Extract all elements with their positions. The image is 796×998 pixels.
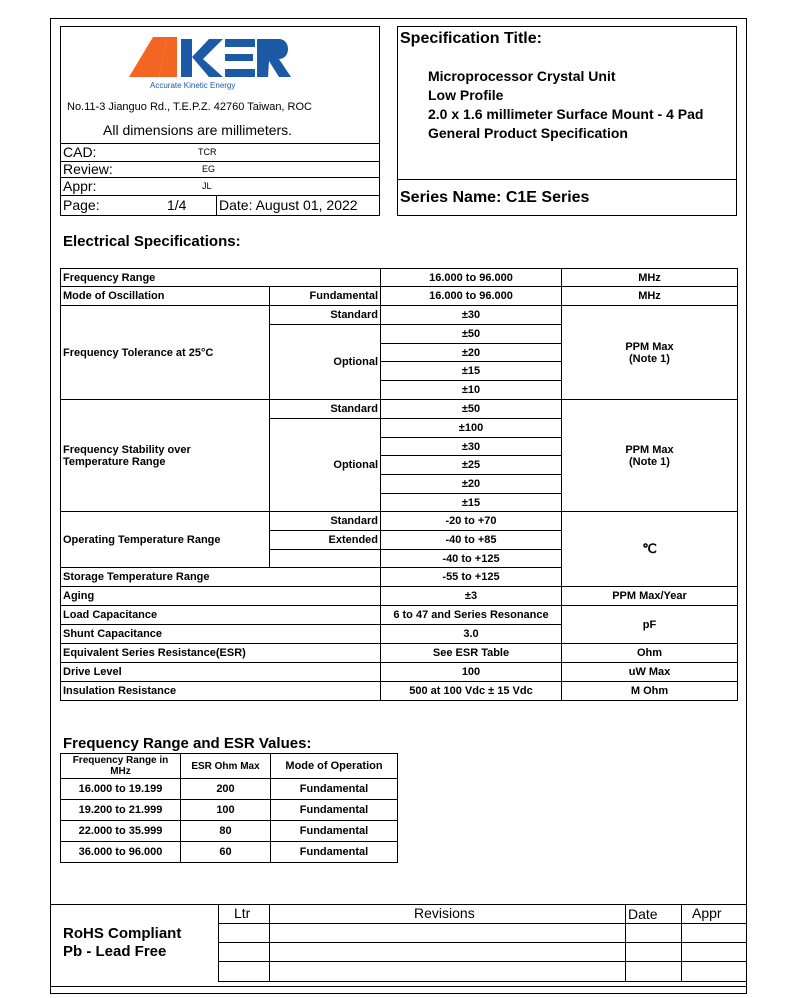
lead-free: Pb - Lead Free bbox=[63, 943, 167, 960]
op-temp-standard: Standard bbox=[270, 512, 381, 531]
review-value: EG bbox=[202, 164, 216, 174]
esr-heading: Frequency Range and ESR Values: bbox=[63, 735, 312, 752]
table-row bbox=[61, 587, 738, 606]
stability-label: Frequency Stability over Temperature Range bbox=[61, 400, 270, 512]
tolerance-unit: PPM Max (Note 1) bbox=[562, 306, 738, 400]
table-row bbox=[61, 269, 738, 287]
mode-value: 16.000 to 96.000 bbox=[381, 287, 562, 306]
op-temp-extended: Extended bbox=[270, 531, 381, 550]
tolerance-value: ±20 bbox=[381, 344, 562, 362]
esr-cell: 80 bbox=[181, 821, 271, 842]
electrical-spec-table bbox=[60, 268, 738, 701]
freq-range-value: 16.000 to 96.000 bbox=[381, 269, 562, 287]
dimensions-note: All dimensions are millimeters. bbox=[103, 122, 293, 138]
drive-unit: uW Max bbox=[562, 663, 738, 682]
page-label: Page: bbox=[63, 197, 100, 213]
esr-header-freq: Frequency Range in MHz bbox=[61, 754, 181, 779]
stability-value: ±100 bbox=[381, 419, 562, 438]
capacitance-unit: pF bbox=[562, 606, 738, 644]
table-row bbox=[61, 287, 738, 306]
op-temp-value: -20 to +70 bbox=[381, 512, 562, 531]
footer-top-line bbox=[50, 904, 747, 905]
storage-label: Storage Temperature Range bbox=[61, 568, 381, 587]
drive-label: Drive Level bbox=[61, 663, 381, 682]
page-frame-top bbox=[50, 18, 747, 19]
spec-title-label: Specification Title: bbox=[400, 30, 542, 47]
stability-value: ±25 bbox=[381, 456, 562, 475]
mode-label: Mode of Oscillation bbox=[61, 287, 270, 306]
esr-cell: Fundamental bbox=[271, 800, 398, 821]
tolerance-value: ±10 bbox=[381, 381, 562, 400]
table-row bbox=[61, 400, 738, 419]
op-temp-label: Operating Temperature Range bbox=[61, 512, 270, 568]
esr-cell: 22.000 to 35.999 bbox=[61, 821, 181, 842]
esr-header-esr: ESR Ohm Max bbox=[181, 754, 271, 779]
op-temp-value: -40 to +125 bbox=[381, 550, 562, 568]
insulation-label: Insulation Resistance bbox=[61, 682, 381, 701]
load-cap-label: Load Capacitance bbox=[61, 606, 381, 625]
aging-value: ±3 bbox=[381, 587, 562, 606]
appr-label: Appr: bbox=[63, 178, 97, 194]
company-tagline: Accurate Kinetic Energy bbox=[150, 81, 236, 90]
tolerance-label: Frequency Tolerance at 25°C bbox=[61, 306, 270, 400]
tolerance-value: ±30 bbox=[381, 306, 562, 325]
table-row bbox=[61, 842, 398, 863]
esr-cell: 36.000 to 96.000 bbox=[61, 842, 181, 863]
tolerance-standard: Standard bbox=[270, 306, 381, 325]
insulation-value: 500 at 100 Vdc ± 15 Vdc bbox=[381, 682, 562, 701]
table-row bbox=[61, 682, 738, 701]
aging-unit: PPM Max/Year bbox=[562, 587, 738, 606]
company-address: No.11-3 Jianguo Rd., T.E.P.Z. 42760 Taiwan, ROC bbox=[67, 101, 312, 113]
esr-cell: 200 bbox=[181, 779, 271, 800]
load-cap-value: 6 to 47 and Series Resonance bbox=[381, 606, 562, 625]
table-row bbox=[61, 800, 398, 821]
tolerance-value: ±50 bbox=[381, 325, 562, 344]
freq-range-unit: MHz bbox=[562, 269, 738, 287]
revision-appr-header: Appr bbox=[692, 905, 722, 921]
page-frame-left bbox=[50, 18, 51, 994]
document-date: Date: August 01, 2022 bbox=[219, 197, 358, 213]
spec-line-2: Low Profile bbox=[428, 87, 504, 103]
insulation-unit: M Ohm bbox=[562, 682, 738, 701]
table-row bbox=[61, 644, 738, 663]
revision-revisions-header: Revisions bbox=[414, 905, 475, 921]
revision-date-header: Date bbox=[628, 906, 658, 922]
drive-value: 100 bbox=[381, 663, 562, 682]
table-header-row bbox=[61, 754, 398, 779]
stability-optional: Optional bbox=[270, 419, 381, 512]
esr-value: See ESR Table bbox=[381, 644, 562, 663]
aging-label: Aging bbox=[61, 587, 381, 606]
rohs-compliant: RoHS Compliant bbox=[63, 925, 182, 942]
mode-unit: MHz bbox=[562, 287, 738, 306]
spec-line-3: 2.0 x 1.6 millimeter Surface Mount - 4 Pad bbox=[428, 106, 704, 122]
table-row bbox=[61, 306, 738, 325]
page-frame-bottom bbox=[50, 986, 747, 987]
stability-value: ±50 bbox=[381, 400, 562, 419]
page-value: 1/4 bbox=[167, 197, 187, 213]
shunt-cap-value: 3.0 bbox=[381, 625, 562, 644]
revision-ltr-header: Ltr bbox=[234, 905, 251, 921]
freq-range-label: Frequency Range bbox=[61, 269, 381, 287]
esr-cell: Fundamental bbox=[271, 779, 398, 800]
spec-title-box bbox=[397, 26, 737, 216]
stability-value: ±30 bbox=[381, 438, 562, 456]
aker-logo bbox=[129, 35, 291, 79]
cad-value: TCR bbox=[198, 147, 217, 157]
stability-value: ±20 bbox=[381, 475, 562, 494]
esr-cell: 19.200 to 21.999 bbox=[61, 800, 181, 821]
stability-standard: Standard bbox=[270, 400, 381, 419]
table-row bbox=[61, 779, 398, 800]
storage-value: -55 to +125 bbox=[381, 568, 562, 587]
esr-header-mode: Mode of Operation bbox=[271, 754, 398, 779]
esr-table bbox=[60, 753, 398, 863]
spec-line-1: Microprocessor Crystal Unit bbox=[428, 68, 616, 84]
temperature-unit: ℃ bbox=[562, 512, 738, 587]
table-row bbox=[61, 663, 738, 682]
spec-line-4: General Product Specification bbox=[428, 125, 628, 141]
page-frame-right bbox=[746, 18, 747, 994]
mode-sub: Fundamental bbox=[270, 287, 381, 306]
stability-unit: PPM Max (Note 1) bbox=[562, 400, 738, 512]
op-temp-value: -40 to +85 bbox=[381, 531, 562, 550]
company-box bbox=[60, 26, 380, 216]
stability-value: ±15 bbox=[381, 494, 562, 512]
table-row bbox=[61, 512, 738, 531]
shunt-cap-label: Shunt Capacitance bbox=[61, 625, 381, 644]
esr-unit: Ohm bbox=[562, 644, 738, 663]
esr-cell: Fundamental bbox=[271, 842, 398, 863]
op-temp-blank bbox=[270, 550, 381, 568]
appr-value: JL bbox=[202, 181, 212, 191]
esr-cell: 100 bbox=[181, 800, 271, 821]
table-row bbox=[61, 821, 398, 842]
review-label: Review: bbox=[63, 161, 113, 177]
esr-label: Equivalent Series Resistance(ESR) bbox=[61, 644, 381, 663]
table-row bbox=[61, 606, 738, 625]
esr-cell: 60 bbox=[181, 842, 271, 863]
series-name: Series Name: C1E Series bbox=[400, 189, 590, 206]
electrical-heading: Electrical Specifications: bbox=[63, 233, 241, 250]
esr-cell: Fundamental bbox=[271, 821, 398, 842]
tolerance-optional: Optional bbox=[270, 325, 381, 400]
tolerance-value: ±15 bbox=[381, 362, 562, 381]
esr-cell: 16.000 to 19.199 bbox=[61, 779, 181, 800]
page-frame-bottom-2 bbox=[50, 993, 747, 994]
cad-label: CAD: bbox=[63, 144, 97, 160]
